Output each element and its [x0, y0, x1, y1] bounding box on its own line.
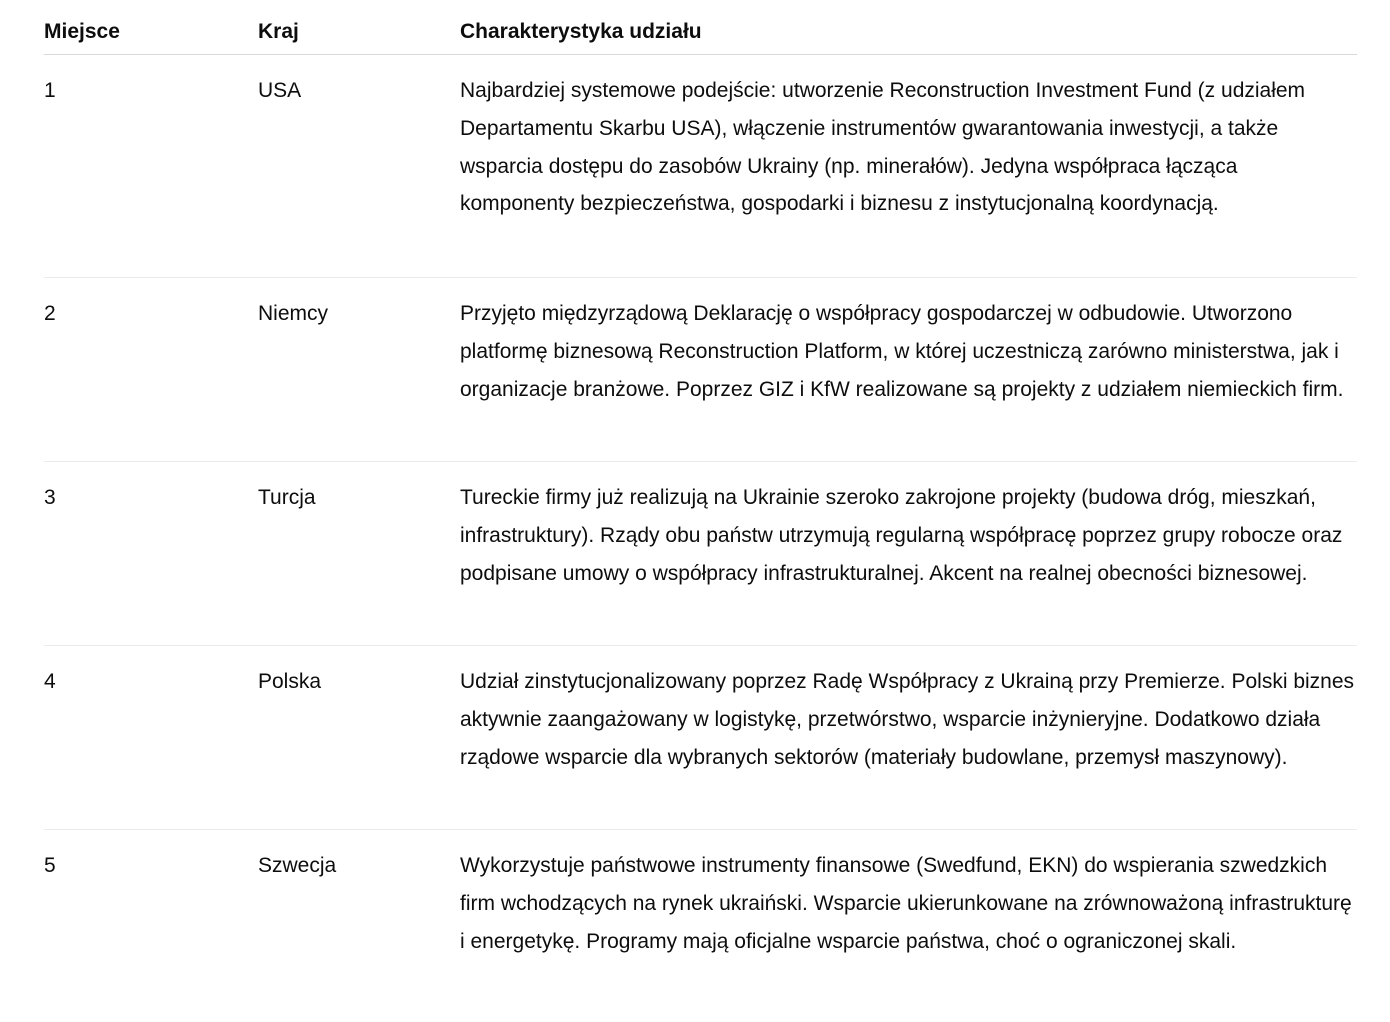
table-row — [44, 830, 1357, 1014]
header-country: Kraj — [258, 20, 299, 43]
header-description: Charakterystyka udziału — [460, 20, 702, 43]
row-country: USA — [258, 79, 302, 102]
row-description: Przyjęto międzyrządową Deklarację o współpracy gospodarczej w odbudowie. Utworzono platformę biznesową Reconstruction Platform, w której uczestniczą zarówno ministerstwa, jak i organizacje branżowe. Poprzez GIZ i KfW realizowane są projekty z udziałem niemieckich firm. — [460, 302, 1344, 401]
row-description: Wykorzystuje państwowe instrumenty finansowe (Swedfund, EKN) do wspierania szwedzkich firm wchodzących na rynek ukraiński. Wsparcie ukierunkowane na zrównoważoną infrastrukturę i energetykę. Programy mają oficjalne wsparcie państwa, choć o ograniczonej skali. — [460, 854, 1352, 953]
row-country: Szwecja — [258, 854, 337, 877]
row-description: Udział zinstytucjonalizowany poprzez Radę Współpracy z Ukrainą przy Premierze. Polski biznes aktywnie zaangażowany w logistykę, przetwórstwo, wsparcie inżynieryjne. Dodatkowo działa rządowe wsparcie dla wybranych sektorów (materiały budowlane, przemysł maszynowy). — [460, 670, 1355, 769]
row-rank: 4 — [44, 670, 56, 693]
row-country: Turcja — [258, 486, 316, 509]
row-rank: 3 — [44, 486, 56, 509]
table-row — [44, 55, 1357, 278]
row-country: Niemcy — [258, 302, 329, 325]
row-rank: 1 — [44, 79, 56, 102]
row-rank: 5 — [44, 854, 56, 877]
row-description: Tureckie firmy już realizują na Ukrainie szeroko zakrojone projekty (budowa dróg, mieszkań, infrastruktury). Rządy obu państw utrzymują regularną współpracę poprzez grupy robocze oraz podpisane umowy o współpracy infrastrukturalnej. Akcent na realnej obecności biznesowej. — [460, 486, 1343, 585]
table-row — [44, 462, 1357, 646]
row-country: Polska — [258, 670, 322, 693]
table-header — [44, 0, 1357, 55]
table-row — [44, 278, 1357, 462]
header-rank: Miejsce — [44, 20, 120, 43]
table-row — [44, 646, 1357, 830]
row-rank: 2 — [44, 302, 56, 325]
ranking-table — [44, 0, 1357, 1014]
row-description: Najbardziej systemowe podejście: utworzenie Reconstruction Investment Fund (z udziałem Departamentu Skarbu USA), włączenie instrumentów gwarantowania inwestycji, a także wsparcia dostępu do zasobów Ukrainy (np. minerałów). Jedyna współpraca łącząca komponenty bezpieczeństwa, gospodarki i biznesu z instytucjonalną koordynacją. — [460, 79, 1306, 216]
